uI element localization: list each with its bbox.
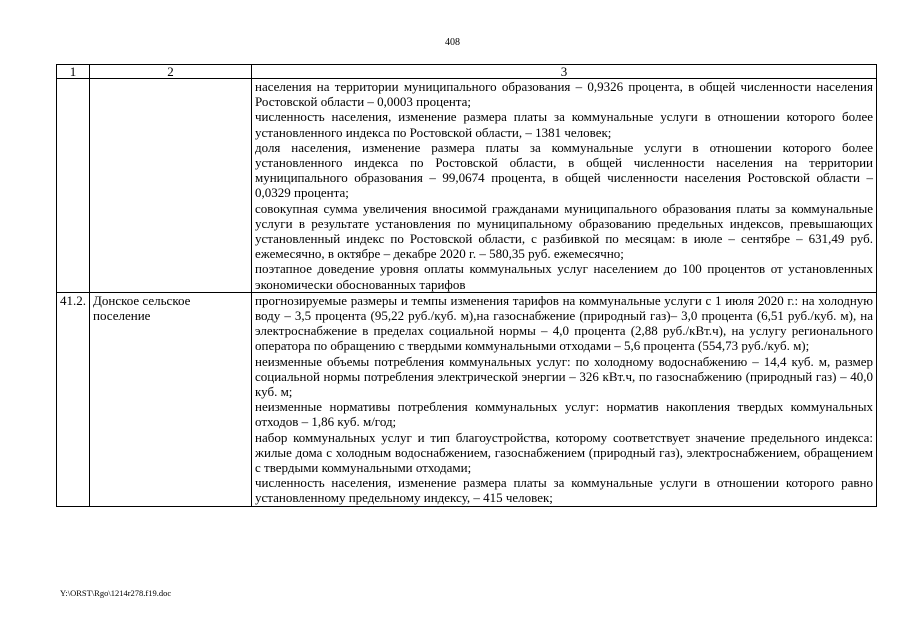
paragraph: доля населения, изменение размера платы за коммунальные услуги в отношении которого более установленного индекса по Ростовской области, в общей численности населения на территории муниципального образования – 99,0674 процента, в общей численности населения Ростовской области – 0,0329 процента; <box>255 139 873 201</box>
header-col-1: 1 <box>57 65 90 79</box>
paragraph: совокупная сумма увеличения вносимой гражданами муниципального образования платы за коммунальные услуги в результате установления по муниципальному образованию предельных индексов, превышающих установленный индекс по Ростовской области, с разбивкой по месяцам: в июле – сентябре – 631,49 руб. ежемесячно, в октябре – декабре 2020 г. – 580,35 руб. ежемесячно; <box>255 200 873 262</box>
page-number: 408 <box>445 37 460 48</box>
row-number <box>57 79 90 293</box>
row-number: 41.2. <box>57 292 90 506</box>
row-name: Донское сельское поселение <box>90 292 252 506</box>
footer-file-path: Y:\ORST\Rgo\1214r278.f19.doc <box>60 588 172 598</box>
header-col-2: 2 <box>90 65 252 79</box>
paragraph: численность населения, изменение размера платы за коммунальные услуги в отношении которого более установленного индекса по Ростовской области, – 1381 человек; <box>255 109 873 140</box>
row-name <box>90 79 252 293</box>
row-content <box>252 292 877 506</box>
paragraph: прогнозируемые размеры и темпы изменения тарифов на коммунальные услуги с 1 июля 2020 г.: на холодную воду – 3,5 процента (95,22 руб./куб. м),на газоснабжение (природный газ)– 3,0 процента (6,51 руб./куб. м), на электроснабжение в пределах социальной нормы – 4,0 процента (2,88 руб./кВт.ч), на услугу регионального оператора по обращению с твердыми коммунальными отходами – 5,6 процента (554,73 руб./куб. м); <box>255 292 873 354</box>
table-row <box>57 292 877 506</box>
paragraph: населения на территории муниципального образования – 0,9326 процента, в общей численности населения Ростовской области – 0,0003 процента; <box>255 79 873 110</box>
table-row <box>57 79 877 293</box>
header-col-3: 3 <box>252 65 877 79</box>
row-content <box>252 79 877 293</box>
table-header-row <box>57 65 877 79</box>
document-table <box>56 64 877 507</box>
paragraph: численность населения, изменение размера платы за коммунальные услуги в отношении которого равно установленному предельному индексу, – 415 человек; <box>255 475 873 506</box>
paragraph: неизменные нормативы потребления коммунальных услуг: норматив накопления твердых коммунальных отходов – 1,86 куб. м/год; <box>255 399 873 430</box>
paragraph: набор коммунальных услуг и тип благоустройства, которому соответствует значение предельного индекса: жилые дома с холодным водоснабжением, газоснабжением (природный газ), электроснабжением, обращением с твердыми коммунальными отходами; <box>255 429 873 476</box>
paragraph: поэтапное доведение уровня оплаты коммунальных услуг населением до 100 процентов от установленных экономически обоснованных тарифов <box>255 261 873 292</box>
paragraph: неизменные объемы потребления коммунальных услуг: по холодному водоснабжению – 14,4 куб. м, размер социальной нормы потребления электрической энергии – 326 кВт.ч, по газоснабжению (природный газ) – 40,0 куб. м; <box>255 353 873 400</box>
